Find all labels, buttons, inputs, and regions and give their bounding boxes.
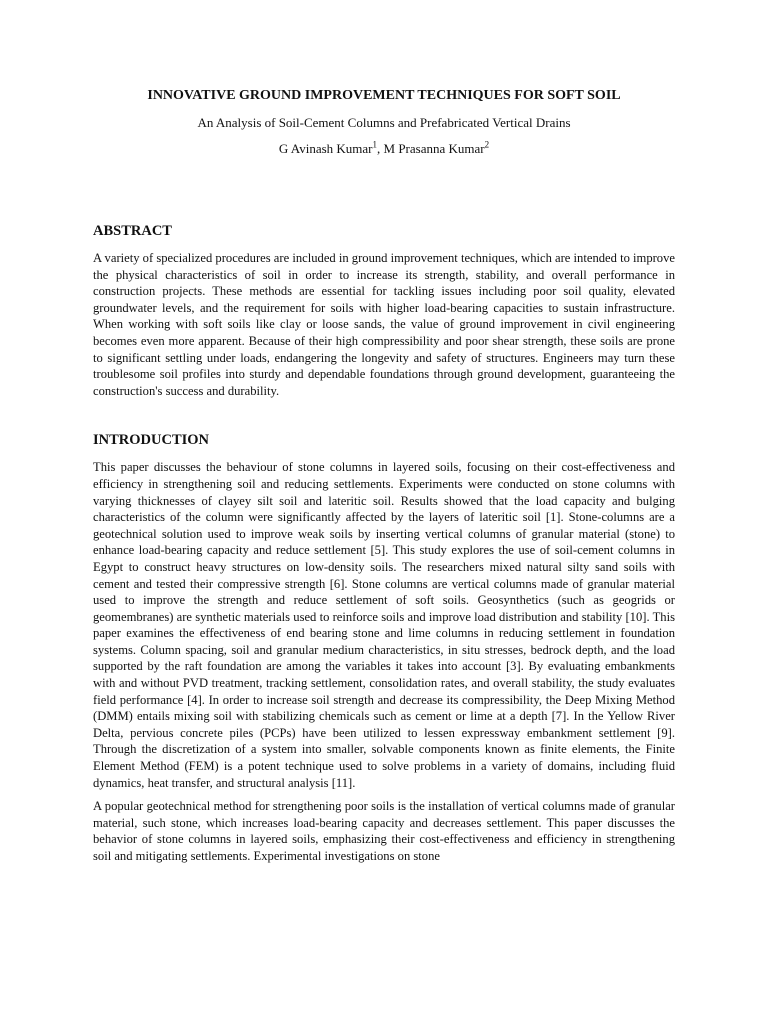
paper-subtitle: An Analysis of Soil-Cement Columns and Prefabricated Vertical Drains xyxy=(197,115,571,130)
abstract-paragraph: A variety of specialized procedures are included in ground improvement techniques, which are intended to improve the physical characteristics of soil in order to increase its strength, stability, and overall performance in construction projects. These methods are essential for tackling issues including poor soil quality, elevated groundwater levels, and the requirement for soils with higher load-bearing capacities to sustain infrastructure. When working with soft soils like clay or loose sands, the value of ground improvement in civil engineering becomes even more apparent. Because of their high compressibility and poor shear strength, these soils are prone to significant settling under loads, endangering the longevity and safety of structures. Engineers may turn these troublesome soil profiles into sturdy and dependable foundations through ground development, guaranteeing the construction's success and durability. xyxy=(93,251,675,398)
introduction-paragraph: A popular geotechnical method for strengthening poor soils is the installation of vertical columns made of granular material, such stone, which increases load-bearing capacity and decreases settlement. This paper discusses the behavior of stone columns in layered soils, emphasizing their cost-effectiveness and efficiency in strengthening soil and mitigating settlements. Experimental investigations on stone xyxy=(93,799,675,863)
introduction-heading: INTRODUCTION xyxy=(93,432,210,449)
author-line xyxy=(93,140,675,158)
author-name: G Avinash Kumar xyxy=(278,141,373,156)
author-separator: , xyxy=(377,141,384,156)
author-affiliation: 2 xyxy=(484,139,490,150)
author-affiliation: 1 xyxy=(372,139,378,150)
introduction-paragraph: This paper discusses the behaviour of stone columns in layered soils, focusing on their cost-effectiveness and efficiency in strengthening soil and reducing settlements. Experiments were conducted on stone columns with varying thicknesses of clayey silt soil and lateritic soil. Results showed that the load capacity and bulging characteristics of the column were significantly affected by the layers of lateritic soil [1]. Stone-columns are a geotechnical solution used to improve weak soils by inserting vertical columns of granular material (stone) to enhance load-bearing capacity and reduce settlement [5]. This study explores the use of soil-cement columns in Egypt to construct heavy structures on low-density soils. The researchers mixed natural silty sand soils with cement and tested their compressive strength [6]. Stone columns are vertical columns made of granular material used to improve the strength and reduce settlement of soft soils. Geosynthetics (such as geogrids or geomembranes) are synthetic materials used to reinforce soils and improve load distribution and stability [10]. This paper examines the effectiveness of end bearing stone and lime columns in reducing settlement in foundation systems. Column spacing, soil and granular medium characteristics, in situ stresses, bedrock depth, and the load supported by the raft foundation are among the variables it takes into account [3]. By evaluating embankments with and without PVD treatment, tracking settlement, consolidation rates, and overall stability, the study evaluates field performance [4]. In order to increase soil strength and decrease its compressibility, the Deep Mixing Method (DMM) entails mixing soil with stabilizing chemicals such as cement or lime at a depth [7]. In the Yellow River Delta, pervious concrete piles (PCPs) have been utilized to lessen expressway embankment settlement [9]. Through the discretization of a system into smaller, solvable components known as finite elements, the Finite Element Method (FEM) is a potent technique used to solve problems in a variety of domains, including fluid dynamics, heat transfer, and structural analysis [11]. xyxy=(93,460,675,790)
paper-title: INNOVATIVE GROUND IMPROVEMENT TECHNIQUES FOR SOFT SOIL xyxy=(147,88,621,103)
author-name: M Prasanna Kumar xyxy=(383,141,485,156)
abstract-heading: ABSTRACT xyxy=(93,223,172,239)
